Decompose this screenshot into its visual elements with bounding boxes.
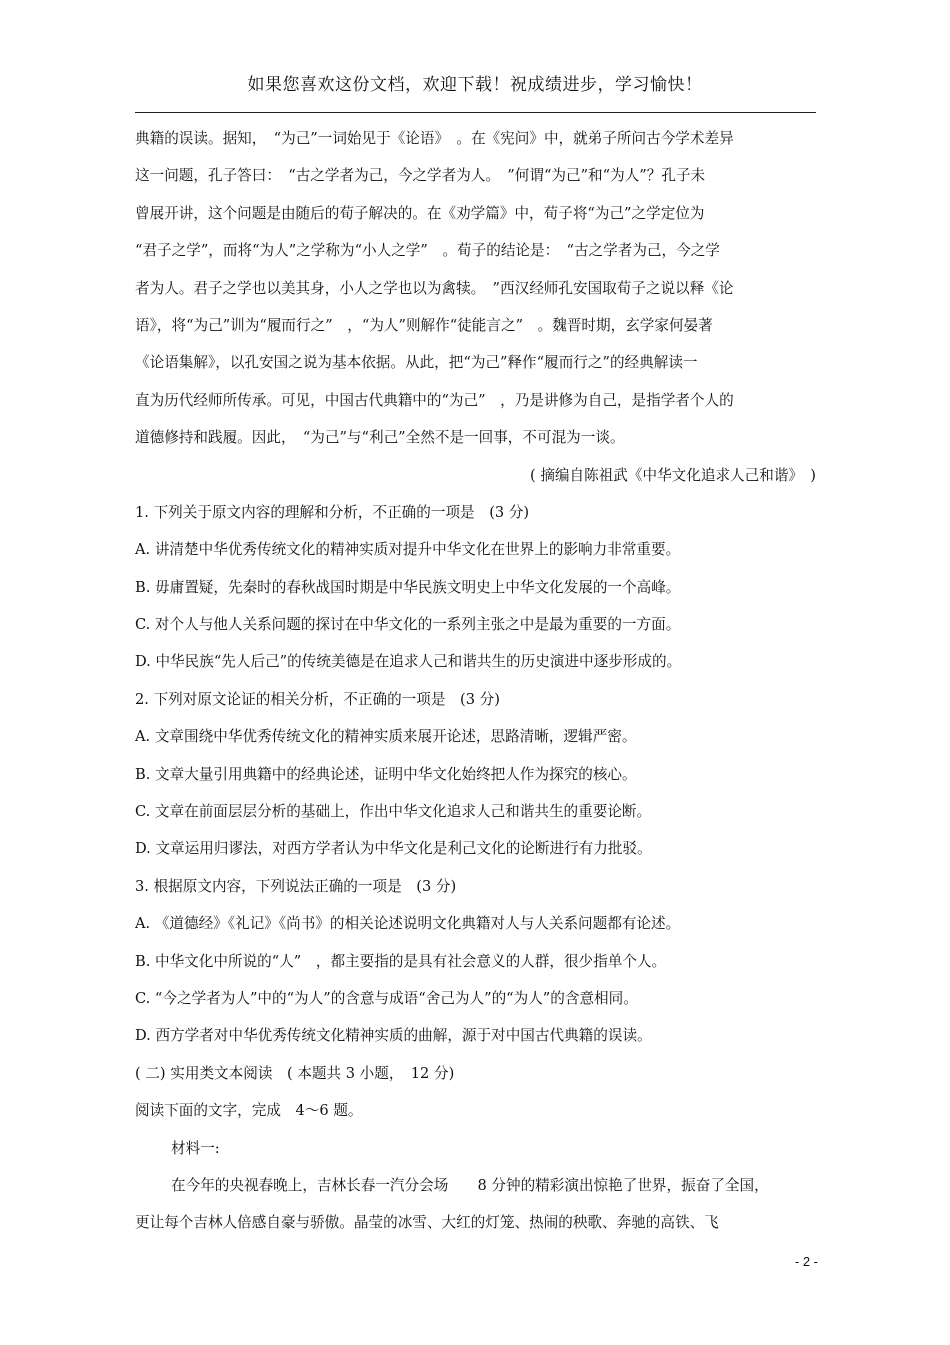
- paragraph-line: 《论语集解》，以孔安国之说为基本依据。从此，把“为己”释作“履而行之”的经典解读一: [135, 354, 698, 372]
- question-1: [135, 494, 816, 681]
- paragraph-line: 曾展开讲，这个问题是由随后的荀子解决的。在《劝学篇》中，荀子将“为己”之学定位为: [135, 204, 705, 222]
- option-d: D. 文章运用归谬法，对西方学者认为中华文化是利己文化的论断进行有力批驳。: [135, 840, 652, 858]
- material-line: 更让每个吉林人倍感自豪与骄傲。晶莹的冰雪、大红的灯笼、热闹的秧歌、奔驰的高铁、飞: [135, 1214, 719, 1232]
- paragraph-line: 这一问题，孔子答曰： “古之学者为己，今之学者为人。 ”何谓“为己”和“为人”？孔子未: [135, 167, 706, 185]
- paragraph-line: “君子之学”，而将“为人”之学称为“小人之学” 。荀子的结论是： “古之学者为己，今之学: [135, 242, 720, 260]
- option-d: D. 中华民族“先人后己”的传统美德是在追求人己和谐共生的历史演进中逐步形成的。: [135, 653, 682, 671]
- option-c: C. 文章在前面层层分析的基础上，作出中华文化追求人己和谐共生的重要论断。: [135, 803, 652, 821]
- option-a: A. 文章围绕中华优秀传统文化的精神实质来展开论述，思路清晰，逻辑严密。: [135, 728, 637, 746]
- source-citation: ( 摘编自陈祖武《中华文化追求人己和谐》 ): [529, 466, 816, 484]
- document-header: 如果您喜欢这份文档，欢迎下载！祝成绩进步，学习愉快！: [247, 75, 703, 95]
- option-a: A. 讲清楚中华优秀传统文化的精神实质对提升中华文化在世界上的影响力非常重要。: [135, 541, 681, 559]
- option-a: A. 《道德经》《礼记》《尚书》的相关论述说明文化典籍对人与人关系问题都有论述。: [135, 915, 681, 933]
- option-b: B. 中华文化中所说的“人” ，都主要指的是具有社会意义的人群，很少指单个人。: [135, 952, 667, 970]
- paragraph-1: [135, 120, 816, 457]
- paragraph-line: 道德修持和践履。因此， “为己”与“利己”全然不是一回事，不可混为一谈。: [135, 429, 625, 447]
- page-number: - 2 -: [794, 1254, 818, 1269]
- paragraph-line: 者为人。君子之学也以美其身，小人之学也以为禽犊。 ”西汉经师孔安国取荀子之说以释《论: [135, 279, 734, 297]
- option-b: B. 文章大量引用典籍中的经典论述，证明中华文化始终把人作为探究的核心。: [135, 765, 637, 783]
- question-stem: 1. 下列关于原文内容的理解和分析，不正确的一项是 (3 分): [135, 503, 530, 521]
- page-content: [135, 120, 816, 1242]
- section-2: [135, 1055, 816, 1242]
- option-d: D. 西方学者对中华优秀传统文化精神实质的曲解，源于对中国古代典籍的误读。: [135, 1027, 652, 1045]
- material-label: 材料一:: [171, 1139, 220, 1157]
- section-title: ( 二) 实用类文本阅读 ( 本题共 3 小题， 12 分): [135, 1064, 455, 1082]
- paragraph-line: 语》，将“为己”训为“履而行之” ，“为人”则解作“徒能言之” 。魏晋时期，玄学家何晏著: [135, 316, 713, 334]
- material-line: 在今年的央视春晚上，吉林长春一汽分会场 8 分钟的精彩演出惊艳了世界，振奋了全国，: [171, 1176, 769, 1194]
- question-3: [135, 868, 816, 1055]
- section-instruction: 阅读下面的文字，完成 4～6 题。: [135, 1102, 363, 1120]
- option-c: C. 对个人与他人关系问题的探讨在中华文化的一系列主张之中是最为重要的一方面。: [135, 616, 681, 634]
- question-stem: 2. 下列对原文论证的相关分析，不正确的一项是 (3 分): [135, 690, 500, 708]
- option-b: B. 毋庸置疑，先秦时的春秋战国时期是中华民族文明史上中华文化发展的一个高峰。: [135, 578, 681, 596]
- question-stem: 3. 根据原文内容，下列说法正确的一项是 (3 分): [135, 877, 457, 895]
- question-2: [135, 681, 816, 868]
- header-rule: [135, 112, 816, 113]
- paragraph-line: 直为历代经师所传承。可见，中国古代典籍中的“为己” ，乃是讲修为自己，是指学者个人的: [135, 391, 734, 409]
- option-c: C. “今之学者为人”中的“为人”的含意与成语“舍己为人”的“为人”的含意相同。: [135, 989, 638, 1007]
- paragraph-line: 典籍的误读。据知， “为己”一词始见于《论语》 。在《宪问》中，就弟子所问古今学术差异: [135, 130, 734, 147]
